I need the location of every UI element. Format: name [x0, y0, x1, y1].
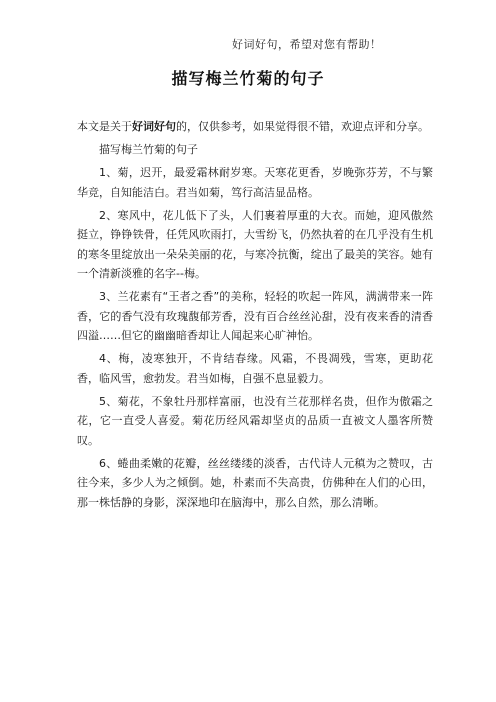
sentence-paragraph-5: 5、菊花，不象牡丹那样富丽，也没有兰花那样名贵，但作为傲霜之花，它一直受人喜爱。菊花历经风霜却坚贞的品质一直被文人墨客所赞叹。: [77, 394, 433, 447]
sentence-paragraph-2: 2、寒风中，花儿低下了头，人们裹着厚重的大衣。而她，迎风傲然挺立，铮铮铁骨，任凭风吹雨打，大雪纷飞，仍然执着的在几乎没有生机的寒冬里绽放出一朵朵美丽的花，与寒冷抗衡，绽出了最美的笑容。她有一个清新淡雅的名字--梅。: [77, 208, 433, 280]
section-subtitle: 描写梅兰竹菊的句子: [99, 143, 198, 156]
header-tagline: 好词好句，希望对您有帮助！: [232, 38, 382, 51]
intro-prefix: 本文是关于: [77, 120, 132, 133]
sentence-paragraph-4: 4、梅，凌寒独开，不肯结春缘。风霜，不畏凋残，雪寒，更助花香，临风雪，愈勃发。君当如梅，自强不息显毅力。: [77, 352, 433, 385]
sentence-paragraph-6: 6、蜷曲柔嫩的花瓣，丝丝缕缕的淡香，古代诗人元稹为之赞叹，古往今来，多少人为之倾倒。她，朴素而不失高贵，仿佛种在人们的心田，那一株恬静的身影，深深地印在脑海中，那么自然，那么清晰。: [77, 456, 433, 509]
intro-suffix: 的，仅供参考，如果觉得很不错，欢迎点评和分享。: [176, 120, 429, 133]
sentence-paragraph-1: 1、菊，迟开，最爱霜林耐岁寒。天寒花更香，岁晚弥芬芳，不与繁华竞，自知能洁白。君当如菊，笃行高洁显品格。: [77, 166, 433, 199]
intro-keyword: 好词好句: [132, 120, 176, 133]
sentence-paragraph-3: 3、兰花素有“王者之香”的美称，轻轻的吹起一阵风，满满带来一阵香，它的香气没有玫瑰馥郁芳香，没有百合丝丝沁甜，没有夜来香的清香四溢……但它的幽幽暗香却让人闻起来心旷神怡。: [77, 290, 433, 342]
intro-paragraph: [77, 117, 433, 137]
document-body: [77, 117, 433, 516]
document-title: 描写梅兰竹菊的句子: [171, 69, 325, 88]
